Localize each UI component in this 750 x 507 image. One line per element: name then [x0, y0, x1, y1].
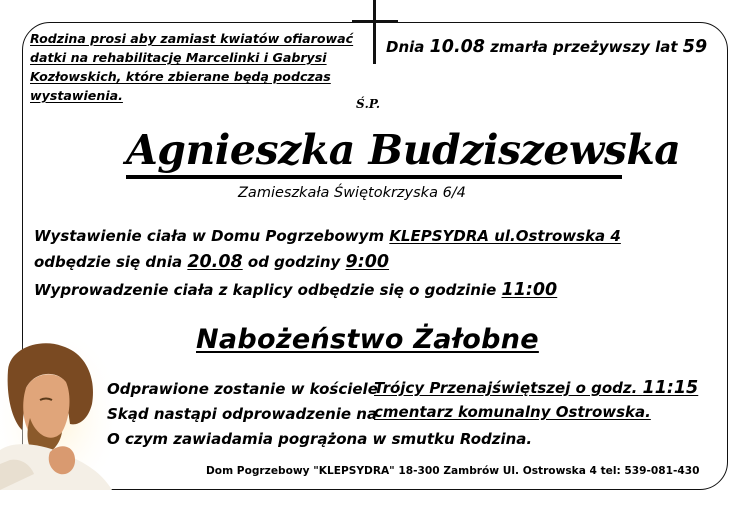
- departure-text: Wyprowadzenie ciała z kaplicy odbędzie się o godzinie: [34, 281, 502, 299]
- exposition-time-prefix: od godziny: [242, 253, 346, 271]
- procession-label: Skąd nastąpi odprowadzenie na: [107, 405, 378, 423]
- note-line: Kozłowskich, które zbierane będą podczas: [30, 69, 331, 84]
- sp-abbreviation: Ś.P.: [356, 97, 381, 111]
- departure-time: 11:00: [501, 280, 558, 300]
- deceased-name: Agnieszka Budziszewska: [126, 125, 622, 179]
- church-label: Odprawione zostanie w kościele: [107, 380, 378, 398]
- cross-icon: [373, 0, 376, 64]
- exposition-line-1: [34, 227, 621, 245]
- cross-icon-bar: [352, 20, 398, 23]
- funeral-home-footer: Dom Pogrzebowy "KLEPSYDRA" 18-300 Zambrów Ul. Ostrowska 4 tel: 539-081-430: [206, 465, 700, 477]
- note-line: Rodzina prosi aby zamiast kwiatów ofiarować: [30, 31, 354, 46]
- note-line: wystawienia.: [30, 88, 123, 103]
- death-info: [386, 37, 707, 57]
- church-name: [374, 378, 698, 398]
- death-date: 10.08: [429, 37, 485, 57]
- death-age: 59: [682, 37, 708, 57]
- exposition-line-2: [34, 252, 389, 272]
- exposition-place: KLEPSYDRA ul.Ostrowska 4: [389, 227, 621, 245]
- exposition-line-3: [34, 280, 557, 300]
- death-prefix: Dnia: [386, 38, 430, 56]
- church-name-text: Trójcy Przenajświętszej o godz.: [374, 379, 643, 397]
- mass-time: 11:15: [642, 378, 699, 398]
- exposition-date-prefix: odbędzie się dnia: [34, 253, 188, 271]
- cemetery-name: cmentarz komunalny Ostrowska.: [374, 403, 651, 421]
- exposition-text: Wystawienie ciała w Domu Pogrzebowym: [34, 227, 390, 245]
- praying-jesus-image: [0, 340, 112, 490]
- family-request-note: [30, 29, 360, 105]
- exposition-date: 20.08: [187, 252, 243, 272]
- family-announcement: O czym zawiadamia pogrążona w smutku Rodzina.: [107, 430, 533, 448]
- exposition-time: 9:00: [345, 252, 390, 272]
- service-title: Nabożeństwo Żałobne: [196, 324, 539, 355]
- note-line: datki na rehabilitację Marcelinki i Gabrysi: [30, 50, 327, 65]
- death-middle: zmarła przeżywszy lat: [484, 38, 683, 56]
- address: Zamieszkała Świętokrzyska 6/4: [238, 185, 466, 201]
